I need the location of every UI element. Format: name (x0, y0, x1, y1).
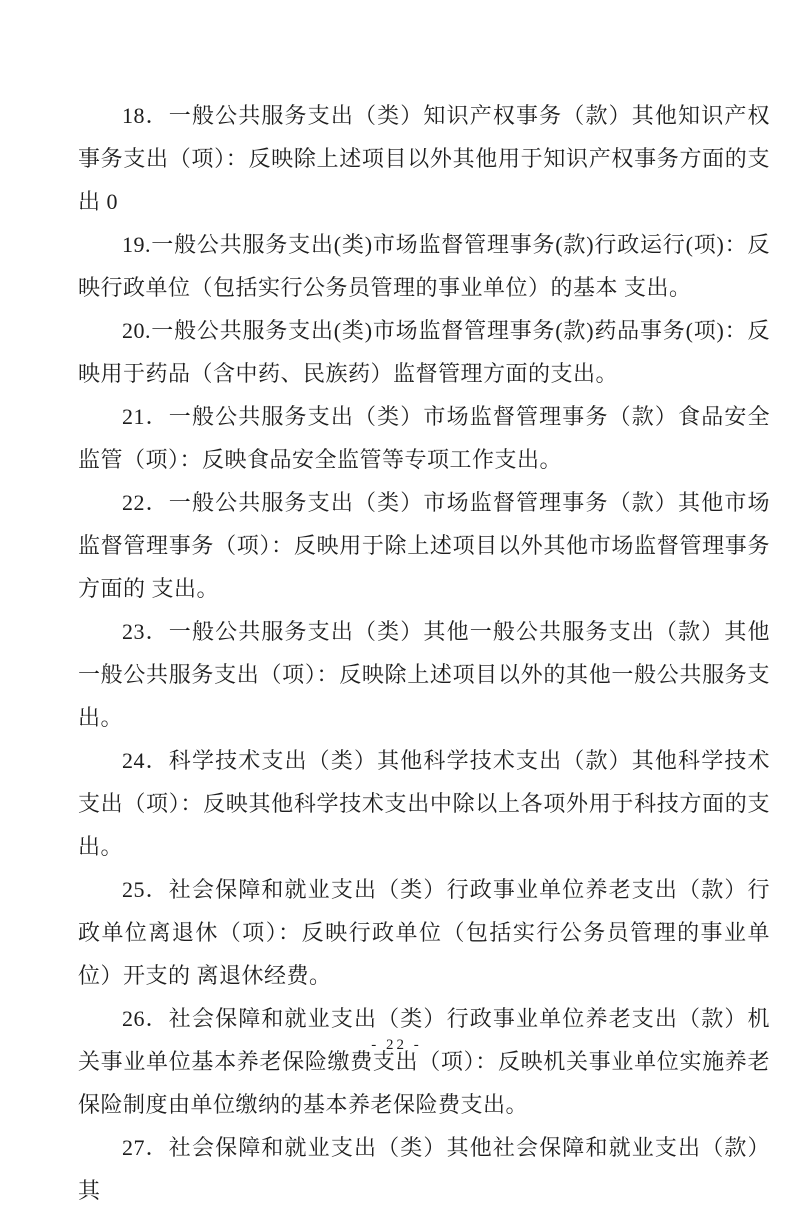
paragraph-21: 21．一般公共服务支出（类）市场监督管理事务（款）食品安全监管（项）：反映食品安全监管等专项工作支出。 (78, 404, 770, 472)
page-footer (0, 1034, 793, 1056)
paragraph-25: 25．社会保障和就业支出（类）行政事业单位养老支出（款）行政单位离退休（项）：反映行政单位（包括实行公务员管理的事业单位）开支的 离退休经费。 (78, 877, 770, 988)
paragraph-20: 20.一般公共服务支出(类)市场监督管理事务(款)药品事务(项)：反映用于药品（含中药、民族药）监督管理方面的支出。 (78, 318, 770, 386)
paragraph-18: 18．一般公共服务支出（类）知识产权事务（款）其他知识产权事务支出（项）：反映除上述项目以外其他用于知识产权事务方面的支出 0 (78, 103, 770, 214)
paragraph-23: 23．一般公共服务支出（类）其他一般公共服务支出（款）其他一般公共服务支出（项）：反映除上述项目以外的其他一般公共服务支出。 (78, 619, 770, 730)
paragraph-24: 24．科学技术支出（类）其他科学技术支出（款）其他科学技术支出（项）：反映其他科学技术支出中除以上各项外用于科技方面的支出。 (78, 748, 770, 859)
paragraph-26: 26．社会保障和就业支出（类）行政事业单位养老支出（款）机关事业单位基本养老保险缴费支出（项）：反映机关事业单位实施养老保险制度由单位缴纳的基本养老保险费支出。 (78, 1006, 770, 1117)
paragraph-27: 27．社会保障和就业支出（类）其他社会保障和就业支出（款）其 (78, 1135, 770, 1203)
paragraph-19: 19.一般公共服务支出(类)市场监督管理事务(款)行政运行(项)：反映行政单位（包括实行公务员管理的事业单位）的基本 支出。 (78, 232, 770, 300)
paragraph-22: 22．一般公共服务支出（类）市场监督管理事务（款）其他市场监督管理事务（项）：反映用于除上述项目以外其他市场监督管理事务方面的 支出。 (78, 490, 770, 601)
page-number: - 22 - (371, 1037, 422, 1053)
